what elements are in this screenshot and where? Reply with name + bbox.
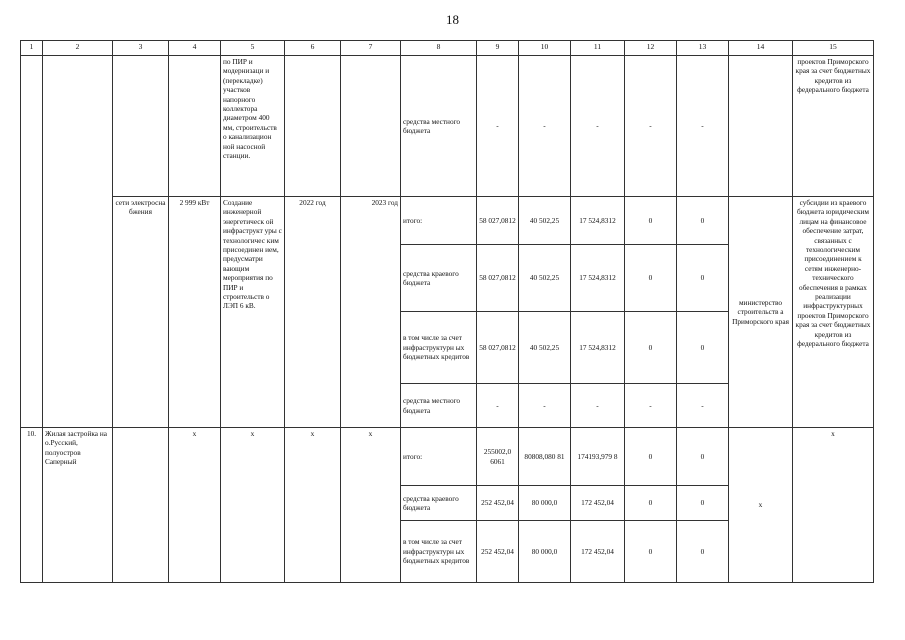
capacity: х — [169, 428, 221, 583]
table-row — [21, 56, 874, 197]
value-cell: 174193,979 8 — [571, 428, 625, 486]
value-cell: 58 027,0812 — [477, 245, 519, 312]
cont-purpose: проектов Приморского края за счет бюджетных кредитов из федерального бюджета — [793, 56, 874, 197]
value-cell: 58 027,0812 — [477, 312, 519, 384]
end-year: 2023 год — [341, 197, 401, 428]
responsible-org: министерство строительств а Приморского края — [729, 197, 793, 428]
funding-source: итого: — [401, 428, 477, 486]
value-cell: - — [519, 384, 571, 428]
value-cell: 0 — [677, 245, 729, 312]
value-cell: - — [677, 56, 729, 197]
col-header: 5 — [221, 41, 285, 56]
object-description: Создание инженерной энергетическ ой инфраструкт уры с технологичес ким присоединен ием, предусматри вающим мероприятия по ПИР и строительств о ЛЭП 6 кВ. — [221, 197, 285, 428]
value-cell: 0 — [625, 428, 677, 486]
value-cell: 255002,0 6061 — [477, 428, 519, 486]
col-header: 9 — [477, 41, 519, 56]
page-number: 18 — [446, 12, 459, 27]
value-cell: 0 — [677, 486, 729, 521]
cell — [113, 428, 169, 583]
cont-description: по ПИР и модернизаци и (перекладке) участков напорного коллектора диаметром 400 мм, строительств о канализацион ной насосной станции. — [221, 56, 285, 197]
start-year: х — [285, 428, 341, 583]
cell — [169, 56, 221, 197]
value-cell: 0 — [677, 197, 729, 245]
column-number-row — [21, 41, 874, 56]
col-header: 1 — [21, 41, 43, 56]
funding-source: в том числе за счет инфраструктурн ых бюджетных кредитов — [401, 521, 477, 583]
value-cell: 80 000,0 — [519, 486, 571, 521]
cell — [113, 56, 169, 197]
value-cell: 0 — [677, 428, 729, 486]
col-header: 10 — [519, 41, 571, 56]
start-year: 2022 год — [285, 197, 341, 428]
value-cell: 0 — [625, 521, 677, 583]
value-cell: 40 502,25 — [519, 245, 571, 312]
value-cell: 17 524,8312 — [571, 312, 625, 384]
object-name: Жилая застройка на о.Русский, полуостров Саперный — [43, 428, 113, 583]
value-cell: 80808,080 81 — [519, 428, 571, 486]
value-cell: 252 452,04 — [477, 521, 519, 583]
value-cell: 17 524,8312 — [571, 245, 625, 312]
col-header: 8 — [401, 41, 477, 56]
funding-source: итого: — [401, 197, 477, 245]
col-header: 7 — [341, 41, 401, 56]
responsible-org: х — [729, 428, 793, 583]
value-cell: 172 452,04 — [571, 486, 625, 521]
value-cell: 0 — [625, 486, 677, 521]
end-year: х — [341, 428, 401, 583]
value-cell: 0 — [677, 312, 729, 384]
value-cell: 172 452,04 — [571, 521, 625, 583]
value-cell: 17 524,8312 — [571, 197, 625, 245]
funding-source: средства краевого бюджета — [401, 245, 477, 312]
value-cell: - — [519, 56, 571, 197]
table-row — [21, 428, 874, 486]
object-description: х — [221, 428, 285, 583]
value-cell: 80 000,0 — [519, 521, 571, 583]
capacity: 2 999 кВт — [169, 197, 221, 428]
funding-source: средства краевого бюджета — [401, 486, 477, 521]
value-cell: 0 — [625, 312, 677, 384]
cell — [341, 56, 401, 197]
funding-source: средства местного бюджета — [401, 56, 477, 197]
col-header: 2 — [43, 41, 113, 56]
col-header: 4 — [169, 41, 221, 56]
value-cell: 0 — [625, 245, 677, 312]
value-cell: - — [677, 384, 729, 428]
cell — [285, 56, 341, 197]
value-cell: 58 027,0812 — [477, 197, 519, 245]
col-header: 15 — [793, 41, 874, 56]
funding-source: средства местного бюджета — [401, 384, 477, 428]
value-cell: - — [571, 56, 625, 197]
col-header: 14 — [729, 41, 793, 56]
value-cell: - — [477, 384, 519, 428]
value-cell: 40 502,25 — [519, 197, 571, 245]
col-header: 13 — [677, 41, 729, 56]
value-cell: - — [625, 56, 677, 197]
cell — [43, 56, 113, 428]
value-cell: - — [625, 384, 677, 428]
value-cell: 0 — [625, 197, 677, 245]
program-table — [20, 40, 874, 583]
col-header: 11 — [571, 41, 625, 56]
object-name: сети электросна бжения — [113, 197, 169, 428]
value-cell: 252 452,04 — [477, 486, 519, 521]
purpose: х — [793, 428, 874, 583]
value-cell: - — [477, 56, 519, 197]
cell — [729, 56, 793, 197]
table-row — [21, 197, 874, 245]
funding-source: в том числе за счет инфраструктурн ых бюджетных кредитов — [401, 312, 477, 384]
value-cell: 40 502,25 — [519, 312, 571, 384]
value-cell: 0 — [677, 521, 729, 583]
purpose: субсидии из краевого бюджета юридическим лицам на финансовое обеспечение затрат, связанных с технологическим присоединением к сетям инженерно-технического обеспечения в рамках реализации инфраструктурных проектов Приморского края за счет бюджетных кредитов из федерального бюджета — [793, 197, 874, 428]
value-cell: - — [571, 384, 625, 428]
item-number: 10. — [21, 428, 43, 583]
col-header: 6 — [285, 41, 341, 56]
col-header: 3 — [113, 41, 169, 56]
col-header: 12 — [625, 41, 677, 56]
cell — [21, 56, 43, 428]
